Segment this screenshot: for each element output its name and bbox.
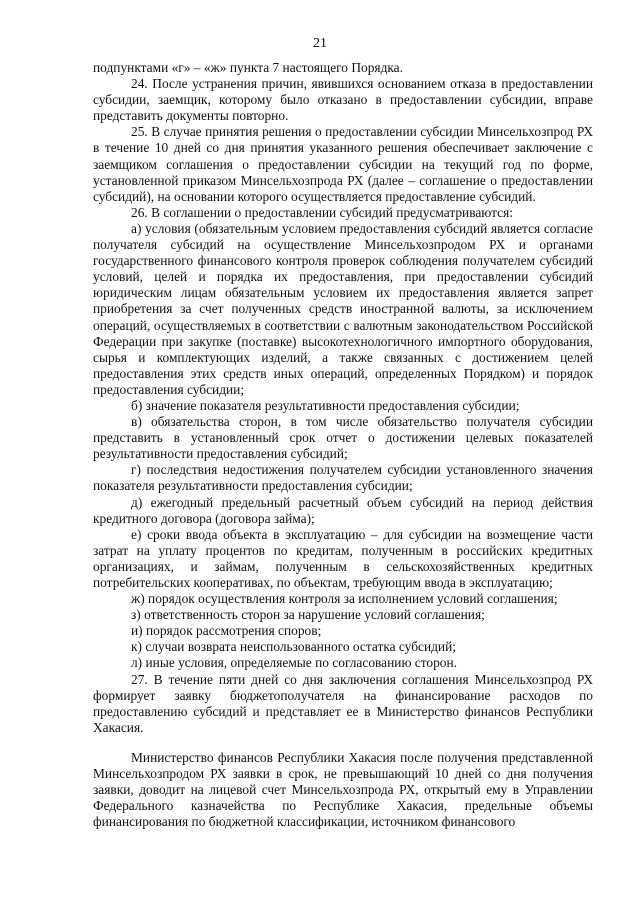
subitem-z: з) ответственность сторон за нарушение условий соглашения;: [131, 607, 485, 623]
paragraph-27: 27. В течение пяти дней со дня заключения соглашения Минсельхозпрод РХ формирует заявку бюджетополучателя на финансирование расходов по предоставлению субсидий и представляет ее в Министерство финансов Республики Хакасия.: [93, 671, 593, 735]
subitem-zh: ж) порядок осуществления контроля за исполнением условий соглашения;: [131, 591, 558, 607]
subitem-k: к) случаи возврата неиспользованного остатка субсидий;: [131, 639, 456, 655]
subitem-l: л) иные условия, определяемые по согласованию сторон.: [131, 655, 458, 671]
subitem-d: д) ежегодный предельный расчетный объем субсидий на период действия кредитного договора (договора займа);: [93, 494, 593, 526]
subitem-b: б) значение показателя результативности предоставления субсидии;: [131, 397, 520, 413]
subitem-i: и) порядок рассмотрения споров;: [131, 623, 322, 639]
subitem-v: в) обязательства сторон, в том числе обязательство получателя субсидии представить в установленный срок отчет о достижении целевых показателей результативности предоставления субсидий;: [93, 414, 593, 462]
paragraph-24: 24. После устранения причин, явившихся основанием отказа в предоставлении субсидии, заемщик, которому было отказано в предоставлении субсидии, вправе представить документы повторно.: [93, 76, 593, 124]
document-body: [93, 60, 593, 830]
paragraph-25: 25. В случае принятия решения о предоставлении субсидии Минсельхозпрод РХ в течение 10 дней со дня принятия указанного решения обеспечивает заключение с заемщиком соглашения о предоставлении субсидии на текущий год по форме, установленной приказом Минсельхозпрода РХ (далее – соглашение о предоставлении субсидий), на основании которого осуществляется предоставление субсидий.: [93, 124, 593, 204]
paragraph-continuation: подпунктами «г» – «ж» пункта 7 настоящего Порядка.: [93, 60, 403, 75]
page-number: 21: [313, 36, 327, 51]
paragraph-ministry-finance: Министерство финансов Республики Хакасия после получения представленной Минсельхозпродом РХ заявки в срок, не превышающий 10 дней со дня получения заявки, доводит на лицевой счет Минсельхозпрода РХ, открытый ему в Управлении Федерального казначейства по Республике Хакасия, предельные объемы финансирования по бюджетной классификации, источником финансового: [93, 749, 593, 830]
paragraph-26: 26. В соглашении о предоставлении субсидий предусматриваются:: [131, 204, 513, 220]
subitem-e: е) сроки ввода объекта в эксплуатацию – для субсидии на возмещение части затрат на уплату процентов по кредитам, полученным в российских кредитных организациях, и займам, полученным в сельскохозяйственных кредитных потребительских кооперативах, по объектам, требующим ввода в эксплуатацию;: [93, 526, 593, 590]
subitem-g: г) последствия недостижения получателем субсидии установленного значения показателя результативности предоставления субсидии;: [93, 462, 593, 494]
subitem-a: а) условия (обязательным условием предоставления субсидий является согласие получателя субсидий на осуществление Минсельхозпродом РХ и органами государственного финансового контроля проверок соблюдения получателем субсидий условий, целей и порядка их предоставления, при предоставлении субсидий юридическим лицам обязательным условием их предоставления является запрет приобретения за счет полученных средств иностранной валюты, за исключением операций, осуществляемых в соответствии с валютным законодательством Российской Федерации при закупке (поставке) высокотехнологичного импортного оборудования, сырья и комплектующих изделий, а также связанных с достижением целей предоставления этих средств иных операций, определенных Порядком) и порядок предоставления субсидии;: [93, 220, 593, 397]
